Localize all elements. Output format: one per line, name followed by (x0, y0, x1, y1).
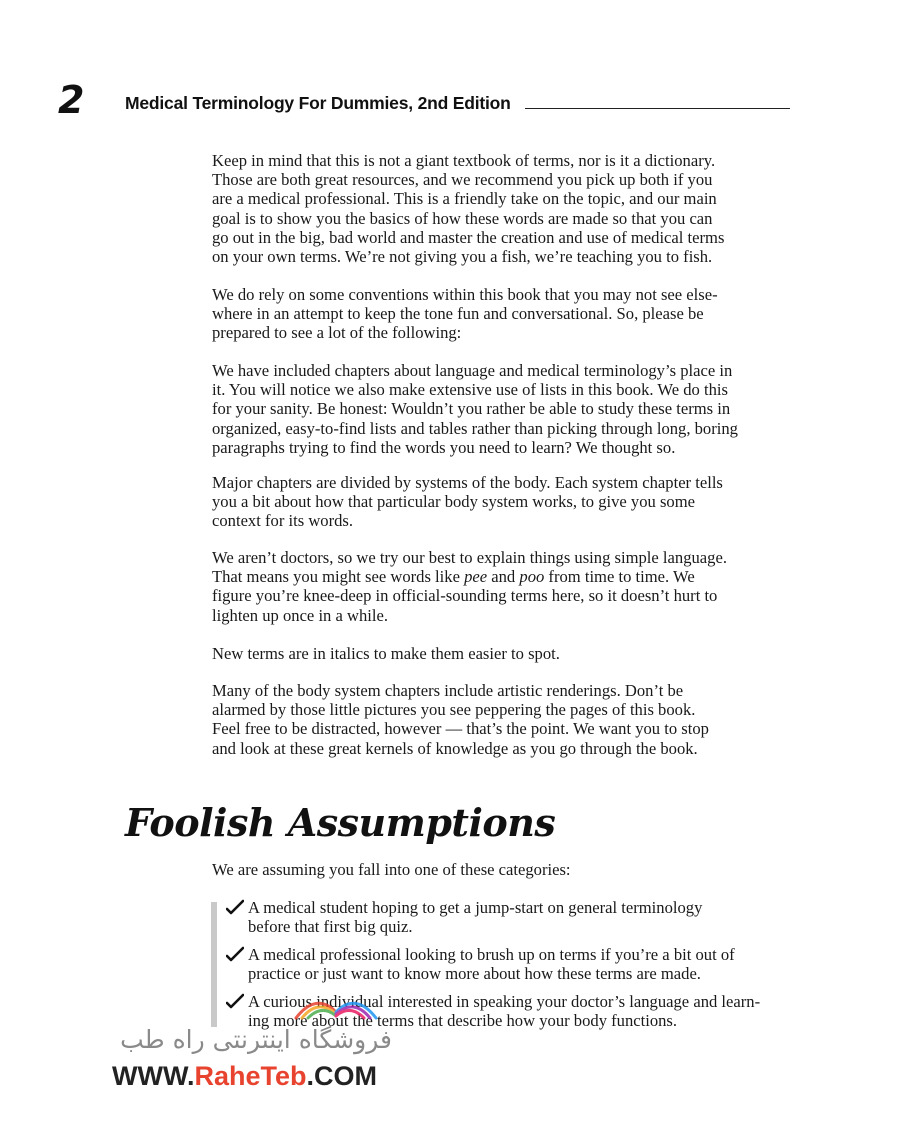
paragraph-not-a-textbook: Keep in mind that this is not a giant textbook of terms, nor is it a dictionary. Those are both great resources, and we recommend you pick up both if you are a medical professional. This is a friendly take on the topic, and our main goal is to show you the basics of how these words are made so that you can go out in the big, bad world and master the creation and use of medical terms on your own terms. We’re not giving you a fish, we’re teaching you to fish. (212, 151, 725, 267)
bullet-medical-professional: A medical professional looking to brush up on terms if you’re a bit out of practice or just want to know more about how these terms are made. (226, 945, 806, 983)
watermark-url: WWW.RaheTeb.COM (112, 1061, 377, 1091)
watermark-arabic-text: فروشگاه اینترنتی راه طب (120, 1025, 392, 1054)
bullet-medical-student: A medical student hoping to get a jump-start on general terminology before that first big quiz. (226, 898, 806, 936)
section-intro: We are assuming you fall into one of these categories: (212, 860, 571, 879)
open-book-rainbow-icon (288, 978, 384, 1022)
paragraph-conventions: We do rely on some conventions within this book that you may not see else- where in an attempt to keep the tone fun and conversational. So, please be prepared to see a lot of the following: (212, 285, 718, 343)
check-mark-icon (226, 946, 244, 962)
section-heading: Foolish Assumptions (125, 800, 556, 845)
running-head: Medical Terminology For Dummies, 2nd Edition (125, 93, 511, 113)
check-mark-icon (226, 899, 244, 915)
bullet-curious-individual: A curious individual interested in speaking your doctor’s language and learn- ing more about the terms that describe how your body functions. (226, 992, 806, 1030)
paragraph-body-systems: Major chapters are divided by systems of the body. Each system chapter tells you a bit about how that particular body system works, to give you some context for its words. (212, 473, 723, 531)
paragraph-renderings: Many of the body system chapters include artistic renderings. Don’t be alarmed by those little pictures you see peppering the pages of this book. Feel free to be distracted, however — that’s the point. We want you to stop and look at these great kernels of knowledge as you go through the book. (212, 681, 709, 758)
page-number: 2 (58, 78, 85, 122)
paragraph-new-terms: New terms are in italics to make them easier to spot. (212, 644, 560, 663)
bullet-list-bar (211, 902, 217, 1027)
paragraph-simple-language: We aren’t doctors, so we try our best to explain things using simple language. That means you might see words like pee and poo from time to time. We figure you’re knee-deep in official-sounding terms here, so it doesn’t hurt to lighten up once in a while. (212, 548, 727, 625)
paragraph-lists: We have included chapters about language and medical terminology’s place in it. You will notice we also make extensive use of lists in this book. We do this for your sanity. Be honest: Wouldn’t you rather be able to study these terms in organized, easy-to-find lists and tables rather than picking through long, boring paragraphs trying to find the words you need to learn? We thought so. (212, 361, 738, 457)
header-rule (525, 108, 790, 109)
check-mark-icon (226, 993, 244, 1009)
